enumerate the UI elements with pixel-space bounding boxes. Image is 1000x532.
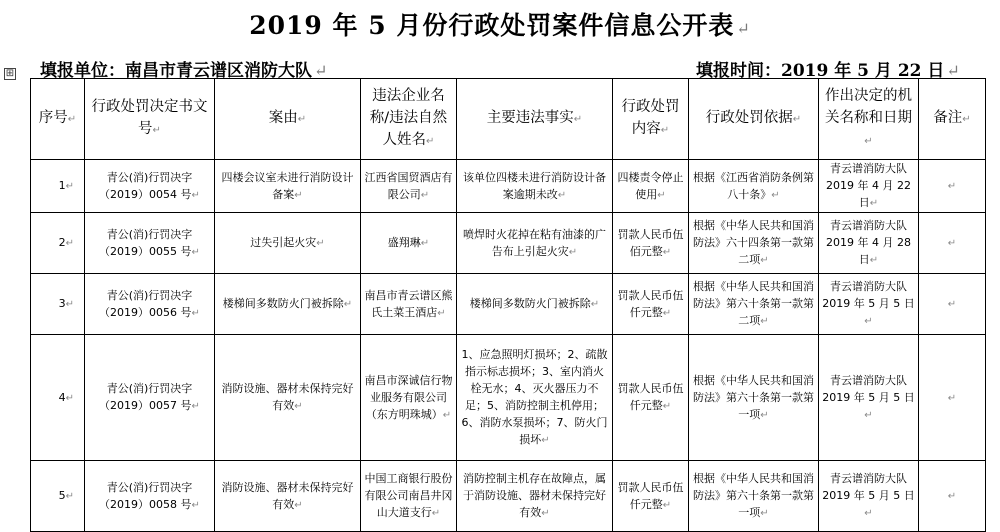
paragraph-mark-icon: ↵ bbox=[541, 435, 550, 446]
cell-basis[interactable]: 根据《中华人民共和国消防法》第六十条第一款第一项↵ bbox=[689, 461, 819, 532]
cell-facts[interactable]: 消防控制主机存在故障点，属于消防设施、器材未保持完好有效↵ bbox=[457, 461, 613, 532]
paragraph-mark-icon: ↵ bbox=[191, 189, 200, 201]
cell-cause[interactable]: 消防设施、器材未保持完好有效↵ bbox=[215, 461, 361, 532]
paragraph-mark-icon: ↵ bbox=[864, 409, 873, 421]
cell-seq[interactable]: 3↵ bbox=[31, 274, 85, 335]
paragraph-mark-icon: ↵ bbox=[294, 401, 303, 412]
paragraph-mark-icon: ↵ bbox=[65, 392, 74, 404]
cell-cause[interactable]: 楼梯间多数防火门被拆除↵ bbox=[215, 274, 361, 335]
cell-remarks[interactable] bbox=[919, 335, 986, 461]
paragraph-mark-icon: ↵ bbox=[152, 125, 161, 136]
paragraph-mark-icon: ↵ bbox=[760, 255, 769, 266]
paragraph-mark-icon: ↵ bbox=[662, 401, 672, 412]
cell-party[interactable]: 江西省国贸酒店有限公司↵ bbox=[361, 160, 457, 213]
page-title bbox=[0, 6, 1000, 42]
paragraph-mark-icon: ↵ bbox=[947, 238, 957, 249]
cell-remarks[interactable] bbox=[919, 461, 986, 532]
paragraph-mark-icon: ↵ bbox=[760, 409, 769, 421]
cell-facts[interactable]: 该单位四楼未进行消防设计备案逾期未改↵ bbox=[457, 160, 613, 213]
paragraph-mark-icon: ↵ bbox=[864, 136, 873, 147]
paragraph-mark-icon: ↵ bbox=[65, 491, 74, 502]
paragraph-mark-icon: ↵ bbox=[67, 114, 77, 125]
paragraph-mark-icon: ↵ bbox=[316, 238, 325, 249]
paragraph-mark-icon: ↵ bbox=[426, 136, 435, 147]
paragraph-mark-icon: ↵ bbox=[314, 61, 328, 80]
cell-cause[interactable]: 过失引起火灾↵ bbox=[215, 213, 361, 274]
reporting-time: 填报时间：2019 年 5 月 22 日 ↵ bbox=[696, 61, 960, 81]
cell-seq[interactable]: 2↵ bbox=[31, 213, 85, 274]
cell-penalty[interactable]: 罚款人民币伍仟元整↵ bbox=[613, 461, 689, 532]
paragraph-mark-icon: ↵ bbox=[297, 114, 307, 125]
cell-facts[interactable]: 1、应急照明灯损坏；2、疏散指示标志损坏；3、室内消火栓无水；4、灭火器压力不足；5、消防控制主机停用；6、消防水泵损坏；7、防火门损坏↵ bbox=[457, 335, 613, 461]
paragraph-mark-icon: ↵ bbox=[662, 307, 672, 319]
table-row bbox=[31, 160, 986, 213]
paragraph-mark-icon: ↵ bbox=[65, 299, 74, 310]
paragraph-mark-icon: ↵ bbox=[568, 246, 578, 258]
table-move-handle-icon[interactable]: ⊞ bbox=[5, 68, 15, 79]
cell-facts[interactable]: 喷焊时火花掉在粘有油漆的广告布上引起火灾↵ bbox=[457, 213, 613, 274]
cell-basis[interactable]: 根据《江西省消防条例第八十条》↵ bbox=[689, 160, 819, 213]
paragraph-mark-icon: ↵ bbox=[864, 508, 873, 519]
cell-facts[interactable]: 楼梯间多数防火门被拆除↵ bbox=[457, 274, 613, 335]
cell-penalty[interactable]: 罚款人民币伍仟元整↵ bbox=[613, 335, 689, 461]
cell-penalty[interactable]: 四楼责令停止使用↵ bbox=[613, 160, 689, 213]
paragraph-mark-icon: ↵ bbox=[660, 125, 670, 136]
paragraph-mark-icon: ↵ bbox=[869, 198, 879, 209]
meta-row bbox=[0, 56, 1000, 81]
paragraph-mark-icon: ↵ bbox=[946, 61, 960, 80]
paragraph-mark-icon: ↵ bbox=[442, 409, 452, 421]
cell-penalty[interactable]: 罚款人民币伍佰元整↵ bbox=[613, 213, 689, 274]
paragraph-mark-icon: ↵ bbox=[294, 189, 303, 201]
cell-party[interactable]: 中国工商银行股份有限公司南昌井冈山大道支行↵ bbox=[361, 461, 457, 532]
title-text: 2019 年 5 月份行政处罚案件信息公开表 bbox=[249, 11, 735, 40]
cell-remarks[interactable] bbox=[919, 213, 986, 274]
paragraph-mark-icon: ↵ bbox=[662, 499, 672, 511]
paragraph-mark-icon: ↵ bbox=[590, 299, 600, 310]
cell-remarks[interactable] bbox=[919, 274, 986, 335]
cell-seq[interactable]: 4↵ bbox=[31, 335, 85, 461]
cell-doc-no[interactable]: 青公(消)行罚决字（2019）0058 号↵ bbox=[85, 461, 215, 532]
paragraph-mark-icon: ↵ bbox=[191, 246, 200, 258]
paragraph-mark-icon: ↵ bbox=[343, 299, 353, 310]
header-basis: 行政处罚依据↵ bbox=[689, 79, 819, 160]
table-row bbox=[31, 335, 986, 461]
cell-seq[interactable]: 1↵ bbox=[31, 160, 85, 213]
paragraph-mark-icon: ↵ bbox=[864, 316, 873, 327]
paragraph-mark-icon: ↵ bbox=[65, 238, 74, 249]
paragraph-mark-icon: ↵ bbox=[962, 114, 971, 125]
paragraph-mark-icon: ↵ bbox=[420, 238, 430, 249]
paragraph-mark-icon: ↵ bbox=[431, 508, 441, 519]
cell-authority[interactable]: 青云谱消防大队 2019 年 5 月 5 日↵ bbox=[819, 274, 919, 335]
paragraph-mark-icon: ↵ bbox=[947, 491, 957, 502]
paragraph-mark-icon: ↵ bbox=[947, 299, 957, 310]
paragraph-mark-icon: ↵ bbox=[792, 114, 802, 125]
paragraph-mark-icon: ↵ bbox=[662, 246, 672, 258]
cell-party[interactable]: 盛翔琳↵ bbox=[361, 213, 457, 274]
cell-cause[interactable]: 消防设施、器材未保持完好有效↵ bbox=[215, 335, 361, 461]
paragraph-mark-icon: ↵ bbox=[437, 307, 446, 319]
header-penalty: 行政处罚内容↵ bbox=[613, 79, 689, 160]
table-header-row bbox=[31, 79, 986, 160]
cell-penalty[interactable]: 罚款人民币伍仟元整↵ bbox=[613, 274, 689, 335]
header-party: 违法企业名称/违法自然人姓名↵ bbox=[361, 79, 457, 160]
cell-party[interactable]: 南昌市深诚信行物业服务有限公司（东方明珠城）↵ bbox=[361, 335, 457, 461]
cell-party[interactable]: 南昌市青云谱区熊氏土菜王酒店↵ bbox=[361, 274, 457, 335]
cell-basis[interactable]: 根据《中华人民共和国消防法》第六十条第一款第一项↵ bbox=[689, 335, 819, 461]
header-doc-no: 行政处罚决定书文号↵ bbox=[85, 79, 215, 160]
paragraph-mark-icon: ↵ bbox=[869, 255, 879, 266]
paragraph-mark-icon: ↵ bbox=[191, 401, 200, 412]
paragraph-mark-icon: ↵ bbox=[947, 181, 957, 192]
paragraph-mark-icon: ↵ bbox=[771, 189, 780, 201]
cell-doc-no[interactable]: 青公(消)行罚决字（2019）0056 号↵ bbox=[85, 274, 215, 335]
paragraph-mark-icon: ↵ bbox=[657, 189, 666, 201]
cell-authority[interactable]: 青云谱消防大队 2019 年 5 月 5 日↵ bbox=[819, 461, 919, 532]
paragraph-mark-icon: ↵ bbox=[191, 499, 200, 511]
paragraph-mark-icon: ↵ bbox=[760, 508, 769, 519]
paragraph-mark-icon: ↵ bbox=[573, 114, 583, 125]
header-cause: 案由↵ bbox=[215, 79, 361, 160]
penalty-table bbox=[30, 78, 986, 532]
cell-doc-no[interactable]: 青公(消)行罚决字（2019）0054 号↵ bbox=[85, 160, 215, 213]
cell-cause[interactable]: 四楼会议室未进行消防设计备案↵ bbox=[215, 160, 361, 213]
paragraph-mark-icon: ↵ bbox=[541, 508, 550, 519]
cell-authority[interactable]: 青云谱消防大队 2019 年 4 月 28 日↵ bbox=[819, 213, 919, 274]
cell-authority[interactable]: 青云谱消防大队 2019 年 5 月 5 日↵ bbox=[819, 335, 919, 461]
paragraph-mark-icon: ↵ bbox=[294, 499, 303, 511]
paragraph-mark-icon: ↵ bbox=[65, 181, 74, 192]
paragraph-mark-icon: ↵ bbox=[191, 307, 200, 319]
reporting-unit: 填报单位：南昌市青云谱区消防大队 ↵ bbox=[40, 61, 328, 81]
cell-doc-no[interactable]: 青公(消)行罚决字（2019）0057 号↵ bbox=[85, 335, 215, 461]
cell-authority[interactable]: 青云谱消防大队 2019 年 4 月 22 日↵ bbox=[819, 160, 919, 213]
header-seq: 序号↵ bbox=[31, 79, 85, 160]
paragraph-mark-icon: ↵ bbox=[420, 189, 430, 201]
header-authority: 作出决定的机关名称和日期↵ bbox=[819, 79, 919, 160]
paragraph-mark-icon: ↵ bbox=[760, 316, 769, 327]
cell-remarks[interactable] bbox=[919, 160, 986, 213]
table-row bbox=[31, 461, 986, 532]
header-remarks: 备注↵ bbox=[919, 79, 986, 160]
table-row bbox=[31, 213, 986, 274]
cell-doc-no[interactable]: 青公(消)行罚决字（2019）0055 号↵ bbox=[85, 213, 215, 274]
cell-seq[interactable]: 5↵ bbox=[31, 461, 85, 532]
paragraph-mark-icon: ↵ bbox=[947, 392, 957, 404]
table-row bbox=[31, 274, 986, 335]
cell-basis[interactable]: 根据《中华人民共和国消防法》六十四条第一款第二项↵ bbox=[689, 213, 819, 274]
paragraph-mark-icon: ↵ bbox=[557, 189, 567, 201]
header-facts: 主要违法事实↵ bbox=[457, 79, 613, 160]
cell-basis[interactable]: 根据《中华人民共和国消防法》第六十条第一款第二项↵ bbox=[689, 274, 819, 335]
paragraph-mark-icon: ↵ bbox=[736, 19, 751, 38]
